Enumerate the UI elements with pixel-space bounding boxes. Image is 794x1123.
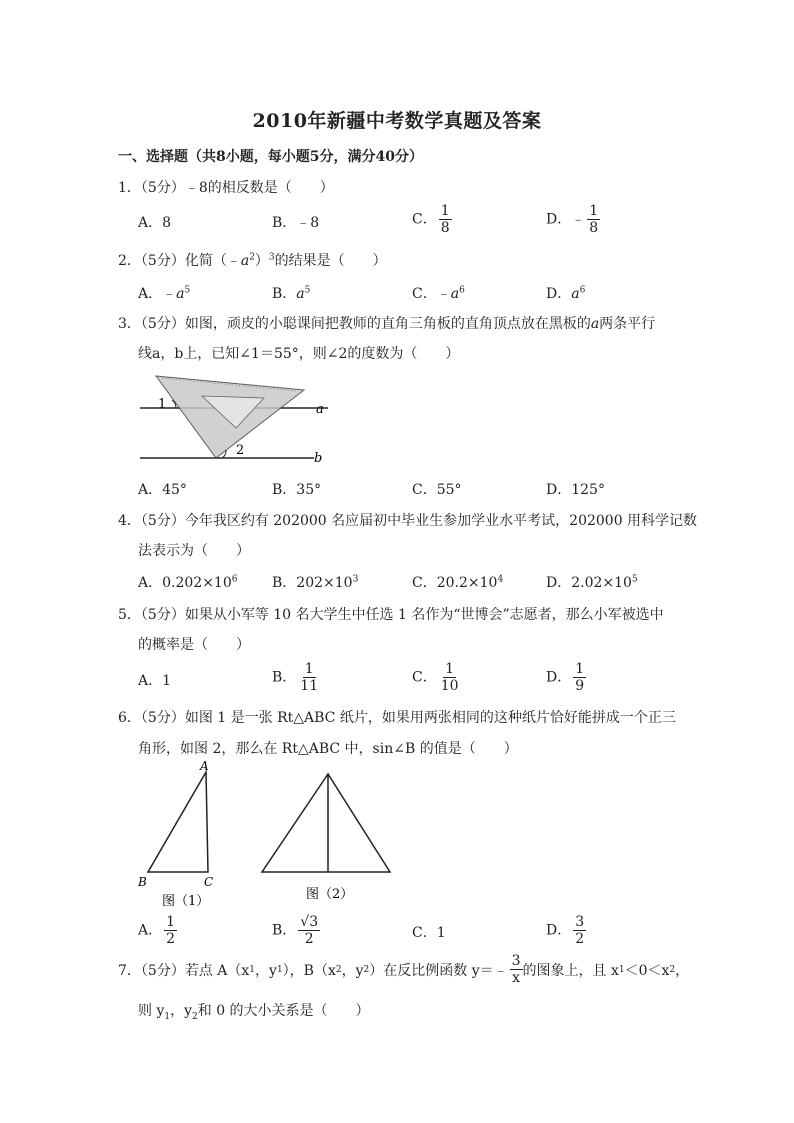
q1-option-a: A．8 [138, 215, 172, 231]
q6-option-b: B． $\frac{√3}{2}$ [272, 914, 319, 947]
q2-option-a: A．$﹣a^5$ [138, 285, 191, 302]
label-vertex-b: B [138, 875, 147, 889]
question-1-stem: 1．（5分）﹣8的相反数是（ ） [118, 180, 334, 196]
question-6-stem-line1: 6．（5分）如图 1 是一张 Rt△ABC 纸片，如果用两张相同的这种纸片恰好能拼成一个正三 [118, 710, 676, 726]
q4-option-b: B．$202\times 10^3$ [272, 574, 359, 591]
q5-option-d: D． $\frac{1}{9}$ [546, 661, 585, 694]
q4-option-a: A．$0.202\times 10^6$ [138, 574, 238, 591]
label-line-b: b [314, 451, 323, 466]
q6-option-d: D． $\frac{3}{2}$ [546, 914, 585, 947]
q2-option-c: C．$﹣a^6$ [412, 285, 465, 302]
page-title: 2010年新疆中考数学真题及答案 [252, 110, 542, 132]
label-line-a: a [316, 402, 324, 417]
q5-option-b: B． $\frac{1}{11}$ [272, 661, 319, 694]
question-2-stem: 2．（5分）化简$(﹣a^2)^3$的结果是（ ） [118, 252, 387, 269]
question-4-stem-line1: 4．（5分）今年我区约有 202000 名应届初中毕业生参加学业水平考试，202000 用科学记数 [118, 513, 698, 529]
question-5-stem-line2: 的概率是（ ） [138, 637, 250, 653]
question-5-stem-line1: 5．（5分）如果从小军等 10 名大学生中任选 1 名作为“世博会”志愿者，那么小军被选中 [118, 607, 664, 623]
q3-option-a: A．45° [138, 482, 187, 498]
figure2-caption: 图（2） [306, 887, 354, 902]
q3-figure [136, 372, 336, 468]
question-3-stem-line2: 线a，b上，已知∠1＝55°，则∠2的度数为（ ） [138, 346, 460, 362]
figure1-caption: 图（1） [162, 894, 210, 909]
figure2-equilateral-triangle [262, 774, 390, 872]
question-3-stem-line1: 3．（5分）如图，顽皮的小聪课间把教师的直角三角板的直角顶点放在黑板的a两条平行 [118, 316, 656, 332]
label-vertex-c: C [204, 875, 214, 889]
question-4-stem-line2: 法表示为（ ） [138, 543, 250, 559]
q3-option-b: B．35° [272, 482, 322, 498]
label-angle2: 2 [236, 443, 245, 458]
q6-option-a: A． $\frac{1}{2}$ [138, 914, 176, 947]
question-6-stem-line2: 角形，如图 2，那么在 Rt△ABC 中，sin∠B 的值是（ ） [138, 741, 518, 757]
q1-option-b: B．﹣8 [272, 215, 320, 231]
q6-figures [132, 758, 402, 910]
q5-option-a: A．1 [138, 673, 172, 689]
q6-option-c: C．1 [412, 925, 446, 941]
q2-option-d: D．$a^6$ [546, 285, 586, 302]
q1-option-c: C． $\frac{1}{8}$ [412, 203, 450, 236]
label-angle1: 1 [158, 397, 167, 412]
q5-option-c: C． $\frac{1}{10}$ [412, 661, 459, 694]
q4-option-c: C．$20.2\times 10^4$ [412, 574, 504, 591]
q2-option-b: B．$a^5$ [272, 285, 311, 302]
section-heading: 一、选择题（共8小题，每小题5分，满分40分） [118, 149, 423, 165]
q3-option-d: D．125° [546, 482, 605, 498]
label-vertex-a: A [200, 759, 209, 773]
q1-option-d: D．﹣ $\frac{1}{8}$ [546, 203, 599, 236]
figure1-right-triangle [148, 772, 208, 872]
question-7-stem-line1: 7．（5分）若点 A（x 1 ，y 1 ），B（x 2 ，y 2 ）在反比例函数 y＝﹣ $\frac{3}{x}$ 的图象上，且 x 1 ＜0＜x 2 ， [118, 953, 690, 986]
q4-option-d: D．$2.02\times 10^5$ [546, 574, 638, 591]
question-7-stem-line2: 则 $y_1$，$y_2$和 0 的大小关系是（ ） [138, 1003, 370, 1022]
q3-option-c: C．55° [412, 482, 462, 498]
